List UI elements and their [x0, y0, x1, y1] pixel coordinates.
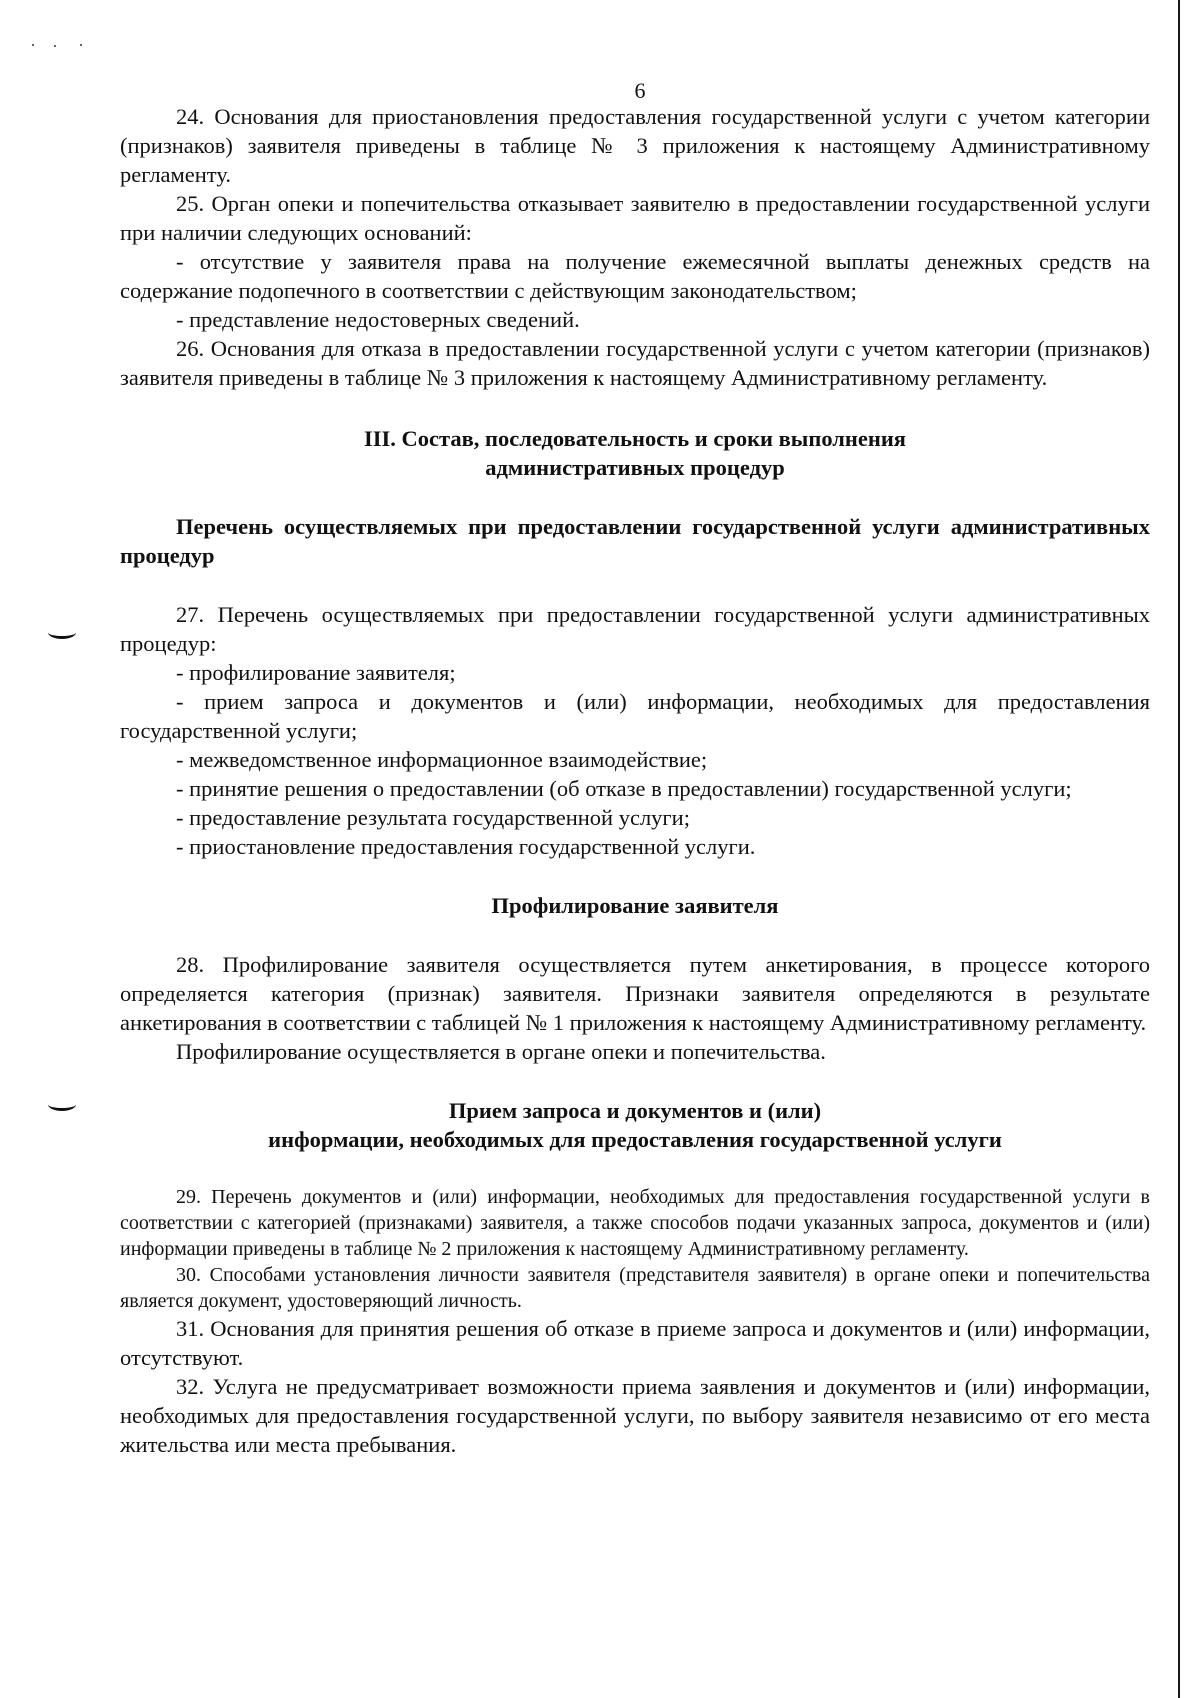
subsection-heading-line: информации, необходимых для предоставления государственной услуги: [268, 1127, 1002, 1152]
page-number: 6: [634, 78, 646, 103]
paragraph-29: 29. Перечень документов и (или) информации, необходимых для предоставления государственной услуги в соответствии с категорией (признаками) заявителя, а также способов подачи указанных запроса, документов и (или) информации приведены в таблице № 2 приложения к настоящему Административному регламенту.: [120, 1186, 1150, 1260]
binding-hole-mark: [48, 1098, 76, 1111]
document-body: [120, 102, 1150, 1459]
scan-speck: [32, 44, 34, 46]
list-item: - межведомственное информационное взаимодействие;: [176, 747, 708, 772]
section-heading-line: административных процедур: [485, 455, 785, 480]
paragraph-26: 26. Основания для отказа в предоставлении государственной услуги с учетом категории (признаков) заявителя приведены в таблице № 3 приложения к настоящему Административному регламенту.: [120, 336, 1150, 390]
paragraph-30: 30. Способами установления личности заявителя (представителя заявителя) в органе опеки и попечительства является документ, удостоверяющий личность.: [120, 1264, 1150, 1312]
paragraph-32: 32. Услуга не предусматривает возможности приема заявления и документов и (или) информации, необходимых для предоставления государственной услуги, по выбору заявителя независимо от его места жительства или места пребывания.: [120, 1374, 1150, 1457]
list-item: - представление недостоверных сведений.: [176, 307, 580, 332]
page-edge-line: [1178, 0, 1180, 1698]
paragraph-24: 24. Основания для приостановления предоставления государственной услуги с учетом категории (признаков) заявителя приведены в таблице № 3 приложения к настоящему Административному регламенту.: [120, 104, 1150, 187]
list-item: - отсутствие у заявителя права на получение ежемесячной выплаты денежных средств на содержание подопечного в соответствии с действующим законодательством;: [120, 249, 1150, 303]
scan-speck: [54, 45, 56, 47]
list-item: - приостановление предоставления государственной услуги.: [176, 834, 756, 859]
subsection-heading-line: Прием запроса и документов и (или): [448, 1098, 822, 1123]
subsection-heading-profiling: Профилирование заявителя: [491, 893, 779, 918]
section-heading-iii: [120, 424, 1150, 482]
binding-hole-mark: [48, 626, 76, 639]
paragraph-27: 27. Перечень осуществляемых при предоставлении государственной услуги административных процедур:: [120, 602, 1150, 656]
paragraph-31: 31. Основания для принятия решения об отказе в приеме запроса и документов и (или) информации, отсутствуют.: [120, 1316, 1150, 1370]
paragraph-28-note: Профилирование осуществляется в органе опеки и попечительства.: [176, 1039, 826, 1064]
list-item: - прием запроса и документов и (или) информации, необходимых для предоставления государственной услуги;: [120, 689, 1150, 743]
list-item: - профилирование заявителя;: [176, 660, 456, 685]
subsection-heading-procedures: Перечень осуществляемых при предоставлении государственной услуги административных процедур: [120, 514, 1150, 568]
subsection-heading-request: [120, 1096, 1150, 1154]
paragraph-25: 25. Орган опеки и попечительства отказывает заявителю в предоставлении государственной услуги при наличии следующих оснований:: [120, 191, 1150, 245]
list-item: - предоставление результата государственной услуги;: [176, 805, 690, 830]
list-item: - принятие решения о предоставлении (об отказе в предоставлении) государственной услуги;: [176, 776, 1072, 801]
paragraph-28: 28. Профилирование заявителя осуществляется путем анкетирования, в процессе которого определяется категория (признак) заявителя. Признаки заявителя определяются в результате анкетирования в соответствии с таблицей № 1 приложения к настоящему Административному регламенту.: [120, 952, 1150, 1035]
section-heading-line: III. Состав, последовательность и сроки выполнения: [364, 426, 906, 451]
scan-speck: [80, 44, 82, 46]
